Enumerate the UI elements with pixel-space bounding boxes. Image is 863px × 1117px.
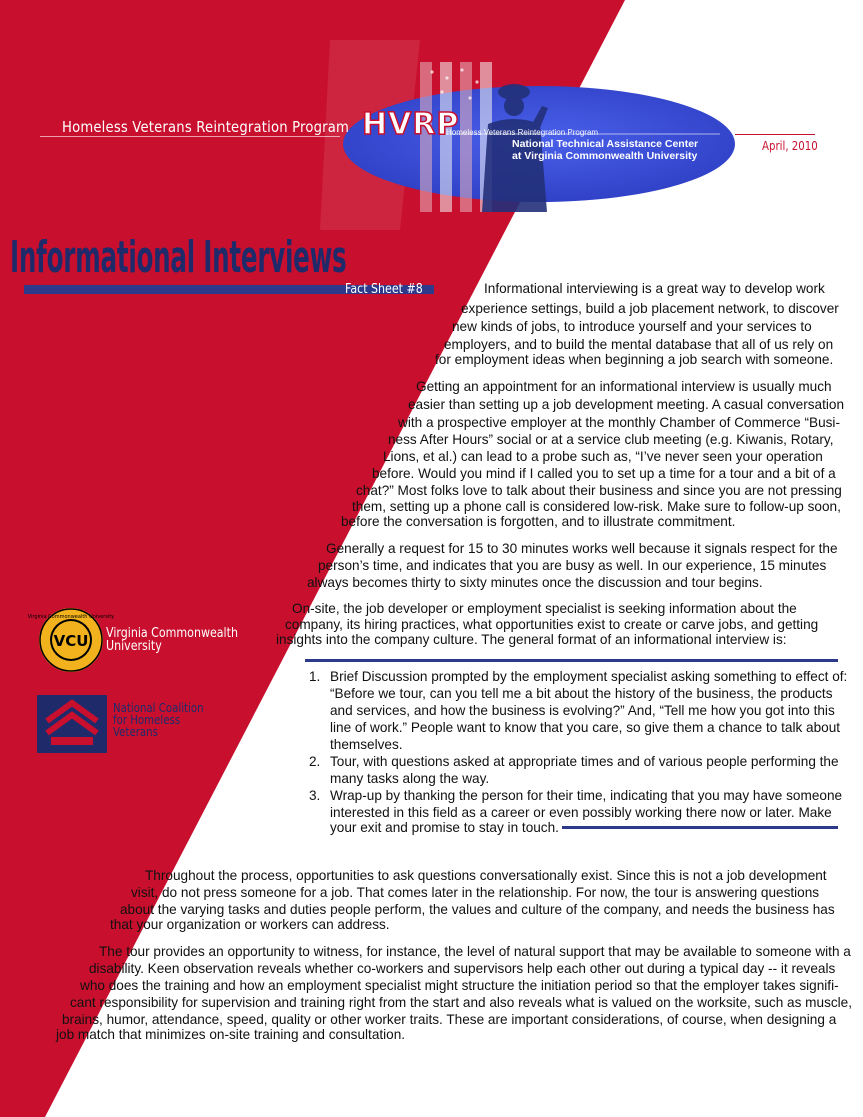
- banner-subtitle: Homeless Veterans Reintegration Program: [446, 128, 599, 137]
- paragraph-4-line: insights into the company culture. The general format of an informational interview is:: [276, 632, 787, 647]
- list-item-line: Tour, with questions asked at appropriate times and of various people performing the: [330, 754, 839, 769]
- paragraph-2-line: easier than setting up a job development meeting. A casual conversation: [408, 397, 845, 412]
- paragraph-1-line: Informational interviewing is a great way to develop work: [484, 281, 825, 296]
- list-item-number: 3.: [309, 788, 321, 803]
- date-rule: [735, 134, 815, 135]
- ncfh-name-line2: for Homeless: [113, 713, 181, 727]
- ncfh-house-logo: [37, 695, 107, 753]
- banner-center-line1: National Technical Assistance Center: [512, 138, 699, 150]
- paragraph-3-line: always becomes thirty to sixty minutes once the discussion and tour begins.: [307, 575, 763, 590]
- fact-sheet-number: Fact Sheet #8: [345, 282, 423, 297]
- paragraph-1-line: employers, and to build the mental database that all of us rely on: [444, 337, 834, 352]
- list-item-line: themselves.: [330, 737, 403, 752]
- ncfh-name: [113, 702, 204, 738]
- closing-paragraph-1-line: Throughout the process, opportunities to ask questions conversationally exist. Since this is not a job development: [145, 868, 827, 883]
- paragraph-2-line: before. Would you mind if I called you to set up a time for a tour and a bit of a: [372, 466, 836, 481]
- paragraph-1-line: new kinds of jobs, to introduce yourself and your services to: [452, 319, 812, 334]
- list-top-rule: [305, 659, 838, 662]
- vcu-badge-text: VCU: [53, 632, 89, 650]
- paragraph-4-line: company, its hiring practices, what opportunities exist to create or carve jobs, and getting: [285, 617, 819, 632]
- header-rule: [40, 136, 340, 137]
- list-item-line: your exit and promise to stay in touch.: [330, 820, 559, 835]
- paragraph-3-line: person’s time, and indicates that you are busy as well. In our experience, 15 minutes: [318, 558, 827, 573]
- vcu-name-line1: Virginia Commonwealth: [106, 626, 238, 641]
- paragraph-2-line: Getting an appointment for an informational interview is usually much: [416, 379, 832, 394]
- list-item-line: Wrap-up by thanking the person for their time, indicating that you may have someone: [330, 788, 843, 803]
- list-item-number: 2.: [309, 754, 321, 769]
- list-item-line: line of work.” People want to know that you care, so give them a chance to talk about: [330, 720, 841, 735]
- list-item-line: many tasks along the way.: [330, 771, 490, 786]
- paragraph-2-line: chat?” Most folks love to talk about their business and since you are not pressing: [356, 483, 842, 498]
- closing-paragraph-1-line: visit, do not press someone for a job. That comes later in the relationship. For now, the tour is answering questions: [131, 885, 820, 900]
- paragraph-1-line: experience settings, build a job placement network, to discover: [461, 301, 839, 316]
- paragraph-2-line: them, setting up a phone call is considered low-risk. Make sure to follow-up soon,: [352, 499, 841, 514]
- ncfh-name-line3: Veterans: [113, 725, 158, 739]
- list-item-line: “Before we tour, can you tell me a bit about the history of the business, the products: [330, 686, 833, 701]
- vcu-seal-logo: [27, 607, 115, 673]
- vcu-name: [106, 627, 238, 653]
- paragraph-4-line: On-site, the job developer or employment specialist is seeking information about the: [292, 601, 797, 616]
- banner-center-name: [512, 138, 698, 162]
- hvrp-logo-text: HVRP: [362, 107, 460, 142]
- closing-paragraph-2-line: job match that minimizes on-site training and consultation.: [56, 1027, 406, 1042]
- closing-paragraph-2-line: who does the training and how an employment specialist might structure the initiation period so that the employer takes signifi-: [80, 978, 839, 993]
- paragraph-2-line: Lions, et al.) can lead to a probe such as, “I’ve never seen your operation: [383, 449, 823, 464]
- paragraph-3-line: Generally a request for 15 to 30 minutes works well because it signals respect for the: [326, 541, 838, 556]
- vcu-name-line2: University: [106, 639, 162, 654]
- closing-paragraph-2-line: brains, humor, attendance, speed, quality or other worker traits. These are important considerations, of course, when designing a: [62, 1012, 837, 1027]
- closing-paragraph-1-line: that your organization or workers can address.: [110, 917, 390, 932]
- paragraph-1-line: for employment ideas when beginning a job search with someone.: [435, 352, 834, 367]
- paragraph-2-line: before the conversation is forgotten, and to illustrate commitment.: [341, 514, 736, 529]
- closing-paragraph-1-line: about the varying tasks and duties people perform, the values and culture of the company, and needs the business has: [120, 902, 835, 917]
- list-bottom-rule: [562, 826, 838, 829]
- list-item-line: interested in this field as a career or even possibly working there now or later. Make: [330, 805, 832, 820]
- banner-center-line2: at Virginia Commonwealth University: [512, 150, 698, 162]
- list-item-number: 1.: [309, 669, 321, 684]
- list-item-line: Brief Discussion prompted by the employment specialist asking something to effect of:: [330, 669, 848, 684]
- paragraph-2-line: ness After Hours” social or at a service club meeting (e.g. Kiwanis, Rotary,: [388, 432, 834, 447]
- issue-date: April, 2010: [762, 139, 818, 153]
- closing-paragraph-2-line: disability. Keen observation reveals whether co-workers and supervisors help each other out during a typical day -- it reveals: [89, 961, 836, 976]
- program-name: Homeless Veterans Reintegration Program: [62, 118, 350, 136]
- vcu-seal-ring-text: Virginia Commonwealth University: [27, 614, 115, 620]
- page-title: Informational Interviews: [10, 232, 347, 283]
- ncfh-name-line1: National Coalition: [113, 701, 204, 715]
- closing-paragraph-2-line: cant responsibility for supervision and training right from the start and also reveals what is valued on the worksite, such as muscle,: [70, 995, 853, 1010]
- list-item-line: and services, and how the business is evolving?” And, “Tell me how you got into this: [330, 703, 835, 718]
- paragraph-2-line: with a prospective employer at the monthly Chamber of Commerce “Busi-: [398, 415, 840, 430]
- closing-paragraph-2-line: The tour provides an opportunity to witness, for instance, the level of natural support that may be available to someone with a: [99, 944, 851, 959]
